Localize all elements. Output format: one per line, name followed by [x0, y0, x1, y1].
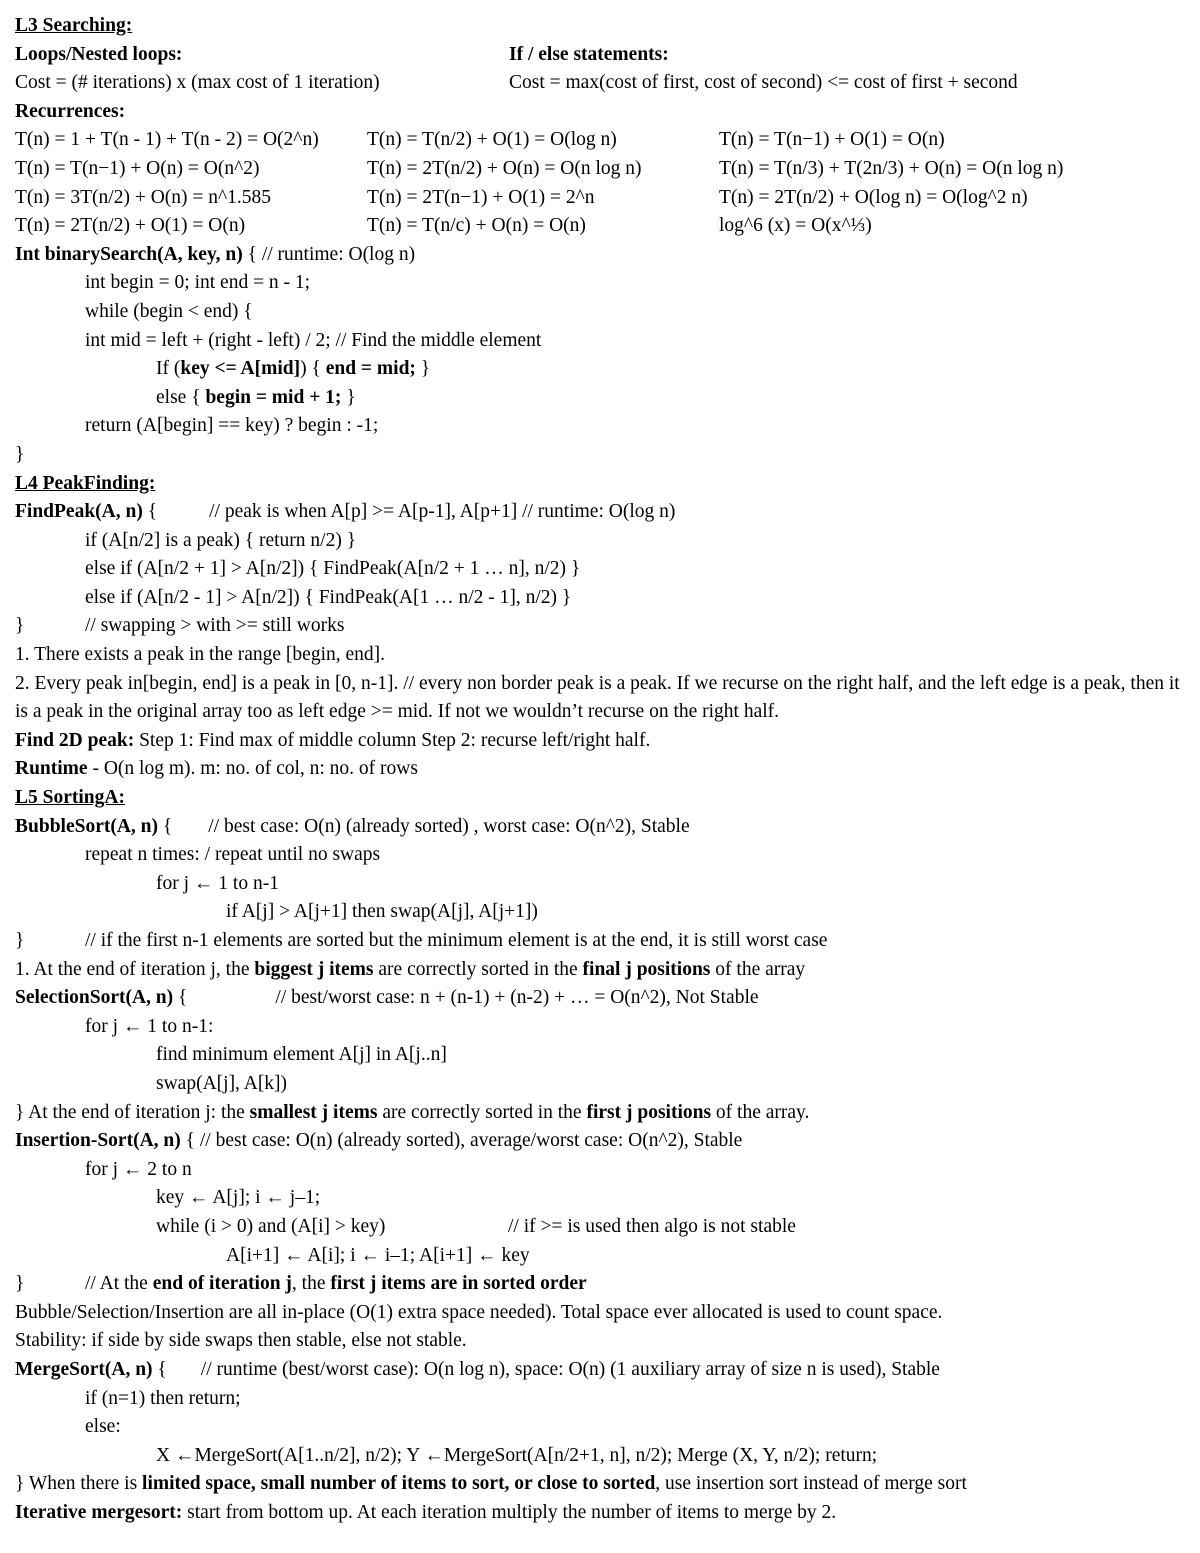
cost-rules-row	[15, 69, 1190, 98]
binary-search-name: Int binarySearch(A, key, n)	[15, 243, 243, 265]
code-comment: // best/worst case: n + (n-1) + (n-2) + … = O(n^2), Not Stable	[275, 987, 759, 1009]
note-text: of the array	[710, 958, 806, 980]
bubblesort-name: BubbleSort(A, n)	[15, 815, 159, 837]
code-text: while (i > 0) and (A[i] > key)	[156, 1215, 386, 1237]
ifelse-cost: Cost = max(cost of first, cost of second) <= cost of first + second	[509, 72, 1018, 94]
recurrence-cell: T(n) = 3T(n/2) + O(n) = n^1.585	[15, 186, 272, 208]
code-text: {	[152, 1358, 167, 1380]
iterative-label: Iterative mergesort:	[15, 1501, 183, 1523]
recurrence-row	[15, 184, 1190, 213]
recurrence-row	[15, 155, 1190, 184]
recurrences-title: Recurrences:	[15, 100, 126, 122]
note-bold: final j positions	[582, 958, 711, 980]
iterative-text: start from bottom up. At each iteration multiply the number of items to merge by 2.	[182, 1501, 837, 1523]
code-line: if (n=1) then return;	[85, 1387, 241, 1409]
find-2d-peak	[15, 727, 1190, 756]
code-line: A[i+1] ← A[i]; i ← i–1; A[i+1] ← key	[226, 1244, 530, 1266]
code-comment: , the	[291, 1273, 331, 1295]
peak-note-2: 2. Every peak in[begin, end] is a peak in [0, n-1]. // every non border peak is a peak. If we recurse on the right half, and the left edge is a peak, then it is a peak in the original array too as left edge >= mid. If not we wouldn’t recurse on the right half.	[15, 672, 1180, 723]
code-line: while (begin < end) {	[85, 300, 253, 322]
notes-document	[15, 12, 1190, 1527]
code-close: }	[15, 443, 25, 465]
recurrence-row	[15, 126, 1190, 155]
mergesort-note	[15, 1470, 1190, 1499]
peak-note-1: 1. There exists a peak in the range [begin, end].	[15, 644, 386, 666]
selection-note	[15, 1099, 1190, 1128]
code-line: int mid = left + (right - left) / 2; // Find the middle element	[85, 329, 542, 351]
selectionsort-name: SelectionSort(A, n)	[15, 987, 174, 1009]
note-bold: first j positions	[586, 1101, 712, 1123]
note-bold: limited space, small number of items to sort, or close to sorted	[142, 1473, 656, 1495]
findpeak-signature	[15, 498, 1190, 527]
code-comment: { // best case: O(n) (already sorted), average/worst case: O(n^2), Stable	[180, 1130, 743, 1152]
recurrence-cell: T(n) = 2T(n/2) + O(n) = O(n log n)	[367, 157, 642, 179]
code-comment: // if the first n-1 elements are sorted but the minimum element is at the end, it is still worst case	[85, 930, 828, 951]
runtime-line	[15, 755, 1190, 784]
recurrence-cell: T(n) = 2T(n/2) + O(log n) = O(log^2 n)	[719, 186, 1028, 208]
code-line: if (A[n/2] is a peak) { return n/2) }	[85, 529, 357, 551]
code-text: }	[15, 1273, 25, 1295]
recurrence-cell: T(n) = T(n/2) + O(1) = O(log n)	[367, 129, 617, 151]
binary-search-signature	[15, 241, 1190, 270]
loops-title: Loops/Nested loops:	[15, 43, 183, 65]
findpeak-name: FindPeak(A, n)	[15, 501, 143, 523]
code-comment: // runtime (best/worst case): O(n log n), space: O(n) (1 auxiliary array of size n is used), Stable	[200, 1358, 940, 1380]
runtime-text: - O(n log m). m: no. of col, n: no. of rows	[87, 758, 418, 780]
code-line: X ←MergeSort(A[1..n/2], n/2); Y ←MergeSort(A[n/2+1, n], n/2); Merge (X, Y, n/2); return;	[156, 1444, 878, 1466]
insertionsort-signature	[15, 1127, 1190, 1156]
code-line: swap(A[j], A[k])	[156, 1072, 288, 1094]
note-text: 1. At the end of iteration j, the	[15, 958, 255, 980]
recurrence-cell: T(n) = 2T(n−1) + O(1) = 2^n	[367, 186, 595, 208]
code-text: If (	[156, 358, 181, 380]
inplace-note: Bubble/Selection/Insertion are all in-place (O(1) extra space needed). Total space ever allocated is used to count space.	[15, 1301, 943, 1323]
recurrence-cell: T(n) = 1 + T(n - 1) + T(n - 2) = O(2^n)	[15, 129, 319, 151]
binary-search-comment: { // runtime: O(log n)	[242, 243, 416, 265]
code-text: ) {	[300, 358, 326, 380]
code-text: }	[15, 615, 25, 637]
note-text: } At the end of iteration j: the	[15, 1101, 250, 1123]
code-line	[15, 384, 1190, 413]
code-line: int begin = 0; int end = n - 1;	[85, 272, 311, 294]
code-line: for j ← 2 to n	[85, 1158, 192, 1180]
code-line: find minimum element A[j] in A[j..n]	[156, 1044, 447, 1066]
code-line: else if (A[n/2 + 1] > A[n/2]) { FindPeak(A[n/2 + 1 … n], n/2) }	[85, 558, 581, 580]
selectionsort-signature	[15, 984, 1190, 1013]
code-line	[15, 1213, 1190, 1242]
l4-heading: L4 PeakFinding:	[15, 472, 156, 494]
note-text: , use insertion sort instead of merge sort	[655, 1473, 967, 1495]
mergesort-name: MergeSort(A, n)	[15, 1358, 153, 1380]
code-line: repeat n times: / repeat until no swaps	[85, 844, 381, 866]
code-close	[15, 927, 1190, 956]
find-2d-text: Step 1: Find max of middle column Step 2: recurse left/right half.	[134, 729, 651, 751]
code-comment: // best case: O(n) (already sorted) , worst case: O(n^2), Stable	[208, 815, 690, 837]
code-line: for j ← 1 to n-1:	[85, 1015, 214, 1037]
code-text: }	[15, 930, 25, 951]
recurrence-cell: T(n) = 2T(n/2) + O(1) = O(n)	[15, 215, 246, 237]
recurrence-cell: T(n) = T(n/c) + O(n) = O(n)	[367, 215, 586, 237]
code-bold: begin = mid + 1;	[205, 386, 342, 408]
code-line: for j ← 1 to n-1	[156, 872, 279, 894]
code-bold: first j items are in sorted order	[330, 1273, 587, 1295]
code-bold: key <= A[mid]	[180, 358, 301, 380]
cost-titles-row	[15, 41, 1190, 70]
code-line: if A[j] > A[j+1] then swap(A[j], A[j+1])	[226, 901, 538, 923]
note-bold: biggest j items	[254, 958, 374, 980]
code-text: {	[173, 987, 188, 1009]
find-2d-label: Find 2D peak:	[15, 729, 135, 751]
code-text: {	[158, 815, 173, 837]
recurrence-row	[15, 212, 1190, 241]
note-text: are correctly sorted in the	[377, 1101, 587, 1123]
insertionsort-name: Insertion-Sort(A, n)	[15, 1130, 181, 1152]
code-bold: end of iteration j	[152, 1273, 292, 1295]
recurrence-cell: log^6 (x) = O(x^⅓)	[719, 215, 872, 237]
loops-cost: Cost = (# iterations) x (max cost of 1 iteration)	[15, 72, 380, 94]
code-close	[15, 612, 1190, 641]
bubble-note	[15, 956, 1190, 985]
code-comment: // if >= is used then algo is not stable	[508, 1215, 796, 1237]
code-text: {	[142, 501, 158, 523]
l3-heading: L3 Searching:	[15, 15, 133, 36]
code-line: else if (A[n/2 - 1] > A[n/2]) { FindPeak(A[1 … n/2 - 1], n/2) }	[85, 586, 572, 608]
code-line	[15, 355, 1190, 384]
stability-note: Stability: if side by side swaps then stable, else not stable.	[15, 1330, 467, 1352]
code-line: else:	[85, 1416, 121, 1438]
code-line: return (A[begin] == key) ? begin : -1;	[85, 415, 379, 437]
code-text: }	[415, 358, 431, 380]
code-line: key ← A[j]; i ← j–1;	[156, 1187, 321, 1209]
mergesort-signature	[15, 1356, 1190, 1385]
code-comment: // swapping > with >= still works	[85, 615, 345, 637]
recurrence-cell: T(n) = T(n/3) + T(2n/3) + O(n) = O(n log n)	[719, 157, 1064, 179]
note-text: of the array.	[711, 1101, 810, 1123]
recurrence-cell: T(n) = T(n−1) + O(n) = O(n^2)	[15, 157, 260, 179]
code-text: }	[341, 386, 356, 408]
ifelse-title: If / else statements:	[509, 43, 669, 65]
code-text: else {	[156, 386, 206, 408]
bubblesort-signature	[15, 813, 1190, 842]
iterative-mergesort	[15, 1499, 1190, 1528]
note-bold: smallest j items	[249, 1101, 378, 1123]
code-close	[15, 1270, 1190, 1299]
code-comment: // At the	[85, 1273, 153, 1295]
runtime-label: Runtime	[15, 758, 88, 780]
code-bold: end = mid;	[325, 358, 416, 380]
code-comment: // peak is when A[p] >= A[p-1], A[p+1] // runtime: O(log n)	[209, 501, 676, 523]
l5-heading: L5 SortingA:	[15, 787, 125, 809]
note-text: are correctly sorted in the	[373, 958, 583, 980]
note-text: } When there is	[15, 1473, 143, 1495]
recurrence-cell: T(n) = T(n−1) + O(1) = O(n)	[719, 129, 945, 151]
